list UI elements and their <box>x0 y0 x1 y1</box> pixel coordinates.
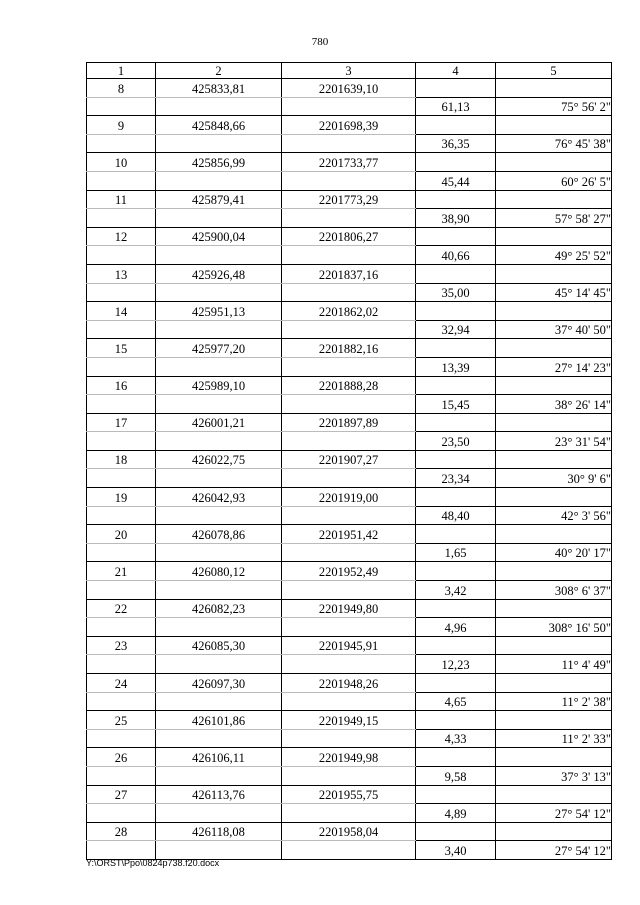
segment-length: 61,13 <box>416 97 496 116</box>
empty-cell <box>416 488 496 507</box>
empty-cell <box>416 822 496 841</box>
point-row <box>87 711 612 730</box>
empty-cell <box>496 674 612 693</box>
segment-length: 36,35 <box>416 134 496 153</box>
segment-length: 1,65 <box>416 543 496 562</box>
empty-cell <box>496 413 612 432</box>
point-row <box>87 674 612 693</box>
empty-cell <box>87 432 156 451</box>
empty-cell <box>156 804 282 823</box>
x-coordinate: 426080,12 <box>156 562 282 581</box>
point-number: 24 <box>87 674 156 693</box>
x-coordinate: 426113,76 <box>156 785 282 804</box>
empty-cell <box>416 413 496 432</box>
x-coordinate: 425856,99 <box>156 153 282 172</box>
empty-cell <box>282 766 416 785</box>
direction-angle: 42° 3' 56" <box>496 506 612 525</box>
empty-cell <box>87 320 156 339</box>
empty-cell <box>416 748 496 767</box>
empty-cell <box>282 692 416 711</box>
empty-cell <box>87 543 156 562</box>
empty-cell <box>496 785 612 804</box>
point-row <box>87 79 612 98</box>
empty-cell <box>496 488 612 507</box>
y-coordinate: 2201733,77 <box>282 153 416 172</box>
empty-cell <box>282 618 416 637</box>
x-coordinate: 425833,81 <box>156 79 282 98</box>
segment-length: 3,40 <box>416 841 496 860</box>
point-row <box>87 339 612 358</box>
segment-row <box>87 320 612 339</box>
point-row <box>87 636 612 655</box>
page-number: 780 <box>311 36 329 48</box>
empty-cell <box>282 469 416 488</box>
point-number: 20 <box>87 525 156 544</box>
segment-row <box>87 804 612 823</box>
empty-cell <box>87 692 156 711</box>
empty-cell <box>87 246 156 265</box>
x-coordinate: 426082,23 <box>156 599 282 618</box>
segment-row <box>87 506 612 525</box>
empty-cell <box>87 357 156 376</box>
empty-cell <box>282 283 416 302</box>
y-coordinate: 2201949,80 <box>282 599 416 618</box>
header-col-2: 2 <box>156 63 282 79</box>
empty-cell <box>156 320 282 339</box>
point-row <box>87 822 612 841</box>
segment-row <box>87 729 612 748</box>
point-row <box>87 302 612 321</box>
header-col-4: 4 <box>416 63 496 79</box>
empty-cell <box>156 692 282 711</box>
segment-length: 13,39 <box>416 357 496 376</box>
x-coordinate: 426097,30 <box>156 674 282 693</box>
empty-cell <box>156 432 282 451</box>
direction-angle: 11° 2' 33" <box>496 729 612 748</box>
empty-cell <box>496 339 612 358</box>
y-coordinate: 2201955,75 <box>282 785 416 804</box>
segment-length: 9,58 <box>416 766 496 785</box>
y-coordinate: 2201806,27 <box>282 227 416 246</box>
empty-cell <box>156 395 282 414</box>
y-coordinate: 2201919,00 <box>282 488 416 507</box>
empty-cell <box>416 711 496 730</box>
segment-length: 12,23 <box>416 655 496 674</box>
empty-cell <box>156 209 282 228</box>
point-row <box>87 488 612 507</box>
point-number: 17 <box>87 413 156 432</box>
direction-angle: 60° 26' 5" <box>496 171 612 190</box>
point-row <box>87 264 612 283</box>
segment-row <box>87 246 612 265</box>
direction-angle: 75° 56' 2" <box>496 97 612 116</box>
empty-cell <box>156 357 282 376</box>
segment-row <box>87 432 612 451</box>
direction-angle: 27° 54' 12" <box>496 841 612 860</box>
segment-length: 3,42 <box>416 581 496 600</box>
point-number: 25 <box>87 711 156 730</box>
empty-cell <box>496 525 612 544</box>
direction-angle: 38° 26' 14" <box>496 395 612 414</box>
y-coordinate: 2201951,42 <box>282 525 416 544</box>
segment-row <box>87 283 612 302</box>
empty-cell <box>156 469 282 488</box>
segment-row <box>87 395 612 414</box>
empty-cell <box>282 171 416 190</box>
y-coordinate: 2201949,15 <box>282 711 416 730</box>
empty-cell <box>282 320 416 339</box>
empty-cell <box>87 618 156 637</box>
empty-cell <box>282 134 416 153</box>
empty-cell <box>416 599 496 618</box>
point-row <box>87 748 612 767</box>
empty-cell <box>416 785 496 804</box>
x-coordinate: 425977,20 <box>156 339 282 358</box>
point-row <box>87 190 612 209</box>
empty-cell <box>416 116 496 135</box>
point-number: 8 <box>87 79 156 98</box>
empty-cell <box>156 841 282 860</box>
empty-cell <box>282 804 416 823</box>
point-number: 10 <box>87 153 156 172</box>
empty-cell <box>282 506 416 525</box>
direction-angle: 30° 9' 6" <box>496 469 612 488</box>
empty-cell <box>87 655 156 674</box>
empty-cell <box>282 97 416 116</box>
segment-row <box>87 543 612 562</box>
direction-angle: 308° 16' 50" <box>496 618 612 637</box>
segment-row <box>87 97 612 116</box>
segment-length: 32,94 <box>416 320 496 339</box>
empty-cell <box>282 209 416 228</box>
x-coordinate: 426078,86 <box>156 525 282 544</box>
empty-cell <box>156 506 282 525</box>
direction-angle: 76° 45' 38" <box>496 134 612 153</box>
header-col-3: 3 <box>282 63 416 79</box>
empty-cell <box>87 171 156 190</box>
empty-cell <box>496 264 612 283</box>
empty-cell <box>156 655 282 674</box>
segment-row <box>87 618 612 637</box>
segment-length: 4,89 <box>416 804 496 823</box>
x-coordinate: 426118,08 <box>156 822 282 841</box>
y-coordinate: 2201897,89 <box>282 413 416 432</box>
y-coordinate: 2201907,27 <box>282 450 416 469</box>
empty-cell <box>156 246 282 265</box>
point-number: 12 <box>87 227 156 246</box>
segment-row <box>87 171 612 190</box>
empty-cell <box>496 636 612 655</box>
x-coordinate: 426022,75 <box>156 450 282 469</box>
x-coordinate: 425951,13 <box>156 302 282 321</box>
direction-angle: 11° 4' 49" <box>496 655 612 674</box>
empty-cell <box>496 190 612 209</box>
point-number: 11 <box>87 190 156 209</box>
segment-length: 48,40 <box>416 506 496 525</box>
empty-cell <box>496 79 612 98</box>
segment-length: 4,33 <box>416 729 496 748</box>
table-header-row <box>87 63 612 79</box>
segment-length: 45,44 <box>416 171 496 190</box>
segment-length: 35,00 <box>416 283 496 302</box>
direction-angle: 27° 54' 12" <box>496 804 612 823</box>
point-number: 26 <box>87 748 156 767</box>
y-coordinate: 2201639,10 <box>282 79 416 98</box>
point-number: 28 <box>87 822 156 841</box>
point-row <box>87 227 612 246</box>
empty-cell <box>156 766 282 785</box>
empty-cell <box>496 116 612 135</box>
point-number: 22 <box>87 599 156 618</box>
segment-length: 15,45 <box>416 395 496 414</box>
point-row <box>87 153 612 172</box>
empty-cell <box>87 581 156 600</box>
point-row <box>87 562 612 581</box>
empty-cell <box>416 674 496 693</box>
y-coordinate: 2201888,28 <box>282 376 416 395</box>
segment-row <box>87 655 612 674</box>
segment-row <box>87 134 612 153</box>
x-coordinate: 426101,86 <box>156 711 282 730</box>
y-coordinate: 2201958,04 <box>282 822 416 841</box>
empty-cell <box>416 190 496 209</box>
point-row <box>87 785 612 804</box>
segment-length: 40,66 <box>416 246 496 265</box>
x-coordinate: 425848,66 <box>156 116 282 135</box>
y-coordinate: 2201952,49 <box>282 562 416 581</box>
direction-angle: 11° 2' 38" <box>496 692 612 711</box>
y-coordinate: 2201948,26 <box>282 674 416 693</box>
file-path-footer: Y:\ORST\Ppo\0824p738.f20.docx <box>86 858 220 868</box>
point-number: 15 <box>87 339 156 358</box>
empty-cell <box>496 302 612 321</box>
direction-angle: 45° 14' 45" <box>496 283 612 302</box>
point-number: 19 <box>87 488 156 507</box>
empty-cell <box>282 841 416 860</box>
point-number: 23 <box>87 636 156 655</box>
empty-cell <box>496 376 612 395</box>
empty-cell <box>496 227 612 246</box>
segment-row <box>87 581 612 600</box>
empty-cell <box>156 618 282 637</box>
empty-cell <box>87 97 156 116</box>
x-coordinate: 425900,04 <box>156 227 282 246</box>
coordinates-table <box>86 62 612 860</box>
header-col-5: 5 <box>496 63 612 79</box>
segment-length: 4,65 <box>416 692 496 711</box>
empty-cell <box>282 432 416 451</box>
point-row <box>87 376 612 395</box>
y-coordinate: 2201837,16 <box>282 264 416 283</box>
empty-cell <box>156 171 282 190</box>
direction-angle: 27° 14' 23" <box>496 357 612 376</box>
direction-angle: 37° 40' 50" <box>496 320 612 339</box>
empty-cell <box>282 246 416 265</box>
y-coordinate: 2201698,39 <box>282 116 416 135</box>
empty-cell <box>87 395 156 414</box>
point-number: 18 <box>87 450 156 469</box>
table-body <box>87 79 612 860</box>
empty-cell <box>416 562 496 581</box>
point-number: 16 <box>87 376 156 395</box>
segment-row <box>87 692 612 711</box>
empty-cell <box>496 599 612 618</box>
header-col-1: 1 <box>87 63 156 79</box>
empty-cell <box>496 450 612 469</box>
point-row <box>87 599 612 618</box>
point-row <box>87 116 612 135</box>
empty-cell <box>496 822 612 841</box>
y-coordinate: 2201945,91 <box>282 636 416 655</box>
empty-cell <box>416 376 496 395</box>
segment-length: 23,34 <box>416 469 496 488</box>
segment-row <box>87 766 612 785</box>
empty-cell <box>282 581 416 600</box>
empty-cell <box>87 804 156 823</box>
direction-angle: 308° 6' 37" <box>496 581 612 600</box>
segment-length: 38,90 <box>416 209 496 228</box>
empty-cell <box>282 655 416 674</box>
empty-cell <box>496 748 612 767</box>
y-coordinate: 2201773,29 <box>282 190 416 209</box>
empty-cell <box>416 153 496 172</box>
empty-cell <box>282 395 416 414</box>
direction-angle: 40° 20' 17" <box>496 543 612 562</box>
empty-cell <box>416 227 496 246</box>
x-coordinate: 425879,41 <box>156 190 282 209</box>
empty-cell <box>156 543 282 562</box>
empty-cell <box>87 729 156 748</box>
direction-angle: 37° 3' 13" <box>496 766 612 785</box>
segment-length: 4,96 <box>416 618 496 637</box>
segment-length: 23,50 <box>416 432 496 451</box>
empty-cell <box>87 209 156 228</box>
empty-cell <box>416 450 496 469</box>
x-coordinate: 426001,21 <box>156 413 282 432</box>
empty-cell <box>416 264 496 283</box>
empty-cell <box>87 506 156 525</box>
segment-row <box>87 841 612 860</box>
point-number: 14 <box>87 302 156 321</box>
empty-cell <box>416 79 496 98</box>
empty-cell <box>416 339 496 358</box>
direction-angle: 23° 31' 54" <box>496 432 612 451</box>
empty-cell <box>496 562 612 581</box>
x-coordinate: 425926,48 <box>156 264 282 283</box>
x-coordinate: 426106,11 <box>156 748 282 767</box>
empty-cell <box>156 283 282 302</box>
empty-cell <box>416 636 496 655</box>
empty-cell <box>282 357 416 376</box>
empty-cell <box>156 729 282 748</box>
empty-cell <box>87 469 156 488</box>
empty-cell <box>156 581 282 600</box>
empty-cell <box>87 841 156 860</box>
x-coordinate: 426042,93 <box>156 488 282 507</box>
x-coordinate: 426085,30 <box>156 636 282 655</box>
empty-cell <box>87 766 156 785</box>
point-number: 9 <box>87 116 156 135</box>
empty-cell <box>156 97 282 116</box>
point-number: 21 <box>87 562 156 581</box>
empty-cell <box>87 283 156 302</box>
empty-cell <box>156 134 282 153</box>
point-row <box>87 413 612 432</box>
point-number: 13 <box>87 264 156 283</box>
direction-angle: 49° 25' 52" <box>496 246 612 265</box>
segment-row <box>87 469 612 488</box>
point-row <box>87 450 612 469</box>
y-coordinate: 2201862,02 <box>282 302 416 321</box>
empty-cell <box>496 153 612 172</box>
segment-row <box>87 357 612 376</box>
y-coordinate: 2201882,16 <box>282 339 416 358</box>
empty-cell <box>416 525 496 544</box>
empty-cell <box>416 302 496 321</box>
point-row <box>87 525 612 544</box>
point-number: 27 <box>87 785 156 804</box>
direction-angle: 57° 58' 27" <box>496 209 612 228</box>
y-coordinate: 2201949,98 <box>282 748 416 767</box>
x-coordinate: 425989,10 <box>156 376 282 395</box>
empty-cell <box>496 711 612 730</box>
empty-cell <box>282 543 416 562</box>
empty-cell <box>282 729 416 748</box>
empty-cell <box>87 134 156 153</box>
segment-row <box>87 209 612 228</box>
